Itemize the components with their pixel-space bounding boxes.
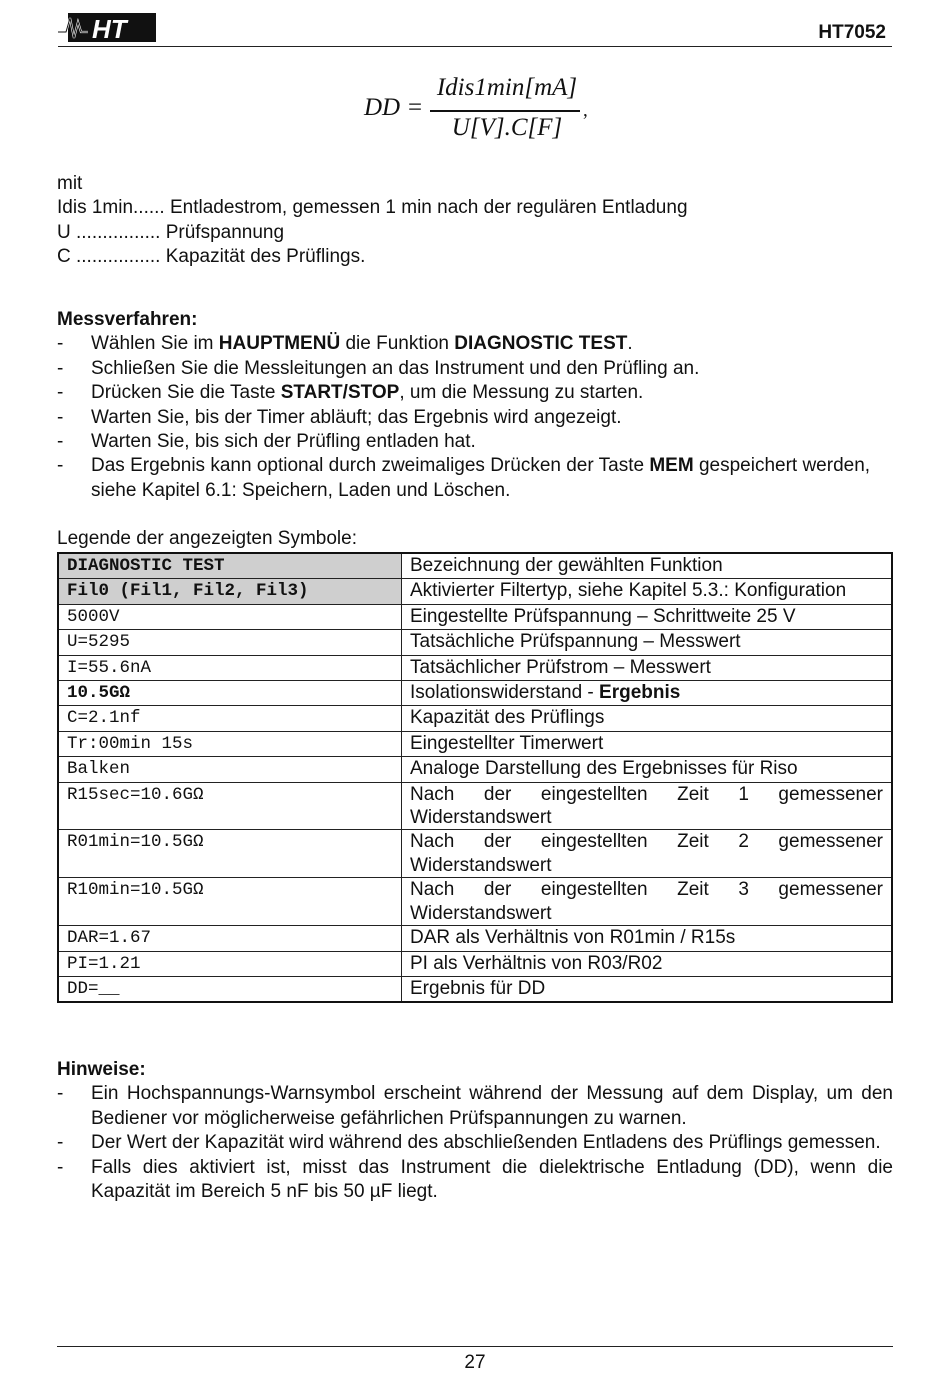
text-run: Nach der eingestellten Zeit 1 gemessener Widerstandswert: [410, 783, 883, 829]
list-item-text: Ein Hochspannungs-Warnsymbol erscheint während der Messung auf dem Display, um den Bediener vor möglicherweise gefährlichen Prüfspannungen zu warnen.: [91, 1083, 893, 1129]
text-run: Eingestellter Timerwert: [410, 732, 604, 754]
definition-line: C ................ Kapazität des Prüflings.: [57, 246, 366, 268]
definition-line: Idis 1min...... Entladestrom, gemessen 1 min nach der regulären Entladung: [57, 197, 688, 219]
formula-lhs: DD =: [364, 94, 424, 121]
table-row: [58, 830, 892, 878]
text-run: Schließen Sie die Messleitungen an das Instrument und den Prüfling an.: [91, 357, 700, 379]
bold-text: MEM: [649, 455, 694, 477]
definitions: [57, 172, 688, 270]
text-run: Wählen Sie im: [91, 333, 219, 355]
bold-text: START/STOP: [280, 382, 400, 404]
list-item-text: [91, 382, 643, 403]
procedure-title: Messverfahren:: [57, 309, 198, 330]
text-run: Warten Sie, bis der Timer abläuft; das Ergebnis wird angezeigt.: [91, 406, 622, 428]
formula-numerator: Idis1min[mA]: [436, 74, 578, 101]
text-run: die Funktion: [340, 333, 455, 355]
list-item: [57, 1131, 893, 1155]
text-run: Tatsächlicher Prüfstrom – Messwert: [410, 656, 711, 678]
symbol-cell: Balken: [58, 757, 402, 782]
table-row: [58, 553, 892, 579]
description-cell: [402, 951, 893, 976]
symbol-cell: C=2.1nf: [58, 706, 402, 731]
symbol-cell: PI=1.21: [58, 951, 402, 976]
bullet-dash: -: [57, 357, 64, 379]
svg-text:HT: HT: [92, 14, 127, 44]
table-row: [58, 731, 892, 756]
text-run: Ergebnis für DD: [410, 977, 546, 999]
symbol-cell: Tr:00min 15s: [58, 731, 402, 756]
description-cell: [402, 681, 893, 706]
text-run: .: [627, 333, 633, 355]
list-item: [57, 332, 893, 356]
table-row: [58, 757, 892, 782]
text-run: Eingestellte Prüfspannung – Schrittweite 25 V: [410, 605, 796, 627]
text-run: Bezeichnung der gewählten Funktion: [410, 555, 723, 576]
procedure-steps: [57, 332, 893, 503]
table-row: [58, 926, 892, 951]
definition-line: mit: [57, 173, 83, 194]
bold-text: HAUPTMENÜ: [218, 333, 341, 355]
bullet-dash: -: [57, 1083, 64, 1105]
list-item-text: [91, 407, 622, 428]
list-item-text: [91, 333, 633, 354]
symbol-cell: R01min=10.5GΩ: [58, 830, 402, 878]
text-run: Kapazität des Prüflings: [410, 707, 605, 729]
description-cell: [402, 830, 893, 878]
list-item: [57, 381, 893, 405]
bold-text: DIAGNOSTIC TEST: [454, 333, 628, 355]
procedure-section: [57, 308, 893, 503]
description-cell: [402, 655, 893, 680]
bullet-dash: -: [57, 455, 64, 477]
notes-title: Hinweise:: [57, 1059, 146, 1080]
table-row: [58, 782, 892, 830]
footer-rule: [57, 1346, 893, 1347]
description-cell: [402, 878, 893, 926]
table-row: [58, 604, 892, 629]
symbol-cell: R10min=10.5GΩ: [58, 878, 402, 926]
bullet-dash: -: [57, 333, 64, 355]
text-run: Analoge Darstellung des Ergebnisses für Riso: [410, 758, 798, 780]
description-cell: [402, 604, 893, 629]
page-header: [58, 8, 892, 47]
symbol-cell: DIAGNOSTIC TEST: [58, 553, 402, 579]
symbol-cell: Fil0 (Fil1, Fil2, Fil3): [58, 579, 402, 604]
legend-table: [57, 552, 893, 1003]
table-row: [58, 681, 892, 706]
list-item: [57, 1082, 893, 1131]
list-item: [57, 454, 893, 503]
text-run: Nach der eingestellten Zeit 2 gemessener Widerstandswert: [410, 831, 883, 876]
table-row: [58, 655, 892, 680]
dd-formula: [362, 70, 622, 160]
formula-comma: ,: [583, 100, 588, 121]
list-item-text: [91, 455, 870, 500]
description-cell: [402, 731, 893, 756]
bold-text: Ergebnis: [599, 682, 681, 704]
legend-title: Legende der angezeigten Symbole:: [57, 528, 358, 549]
list-item: [57, 406, 893, 430]
description-cell: [402, 630, 893, 655]
symbol-cell: 5000V: [58, 604, 402, 629]
formula-fraction-bar: [430, 110, 580, 112]
page-number: 27: [464, 1352, 486, 1373]
symbol-cell: I=55.6nA: [58, 655, 402, 680]
table-row: [58, 976, 892, 1002]
text-run: Das Ergebnis kann optional durch zweimaliges Drücken der Taste: [91, 455, 650, 477]
bullet-dash: -: [57, 382, 64, 404]
description-cell: [402, 782, 893, 830]
list-item: [57, 1156, 893, 1205]
text-run: DAR als Verhältnis von R01min / R15s: [410, 927, 736, 949]
bullet-dash: -: [57, 431, 64, 453]
table-row: [58, 706, 892, 731]
text-run: Warten Sie, bis sich der Prüfling entladen hat.: [91, 431, 476, 453]
text-run: Isolationswiderstand -: [410, 682, 600, 704]
model-name: HT7052: [818, 22, 886, 43]
text-run: Aktivierter Filtertyp, siehe Kapitel 5.3.: Konfiguration: [410, 580, 847, 602]
bullet-dash: -: [57, 1156, 64, 1178]
description-cell: [402, 706, 893, 731]
table-row: [58, 630, 892, 655]
text-run: Drücken Sie die Taste: [91, 382, 281, 404]
text-run: Nach der eingestellten Zeit 3 gemessener Widerstandswert: [410, 879, 883, 924]
symbol-cell: DD=__: [58, 976, 402, 1002]
table-row: [58, 951, 892, 976]
description-cell: [402, 976, 893, 1002]
bullet-dash: -: [57, 406, 64, 428]
bullet-dash: -: [57, 1132, 64, 1154]
description-cell: [402, 553, 893, 579]
text-run: PI als Verhältnis von R03/R02: [410, 952, 663, 974]
ht-logo: [58, 10, 158, 44]
list-item-text: [91, 431, 476, 452]
description-cell: [402, 757, 893, 782]
text-run: gespeichert werden, siehe Kapitel 6.1: Speichern, Laden und Löschen.: [91, 455, 871, 501]
notes-list: [57, 1082, 893, 1204]
formula-denominator: U[V].C[F]: [451, 114, 563, 141]
list-item: [57, 430, 893, 454]
description-cell: [402, 926, 893, 951]
description-cell: [402, 579, 893, 604]
list-item: [57, 357, 893, 381]
list-item-text: Der Wert der Kapazität wird während des abschließenden Entladens des Prüflings gemessen.: [91, 1132, 881, 1154]
table-row: [58, 878, 892, 926]
text-run: Tatsächliche Prüfspannung – Messwert: [410, 631, 741, 653]
text-run: , um die Messung zu starten.: [399, 382, 644, 404]
list-item-text: [91, 358, 699, 379]
symbol-cell: DAR=1.67: [58, 926, 402, 951]
symbol-cell: 10.5GΩ: [58, 681, 402, 706]
symbol-cell: R15sec=10.6GΩ: [58, 782, 402, 830]
symbol-cell: U=5295: [58, 630, 402, 655]
list-item-text: Falls dies aktiviert ist, misst das Instrument die dielektrische Entladung (DD), wenn die Kapazität im Bereich 5 nF bis 50 µF liegt.: [91, 1156, 893, 1203]
definition-line: U ................ Prüfspannung: [57, 221, 285, 243]
notes-section: [57, 1058, 893, 1204]
table-row: [58, 579, 892, 604]
